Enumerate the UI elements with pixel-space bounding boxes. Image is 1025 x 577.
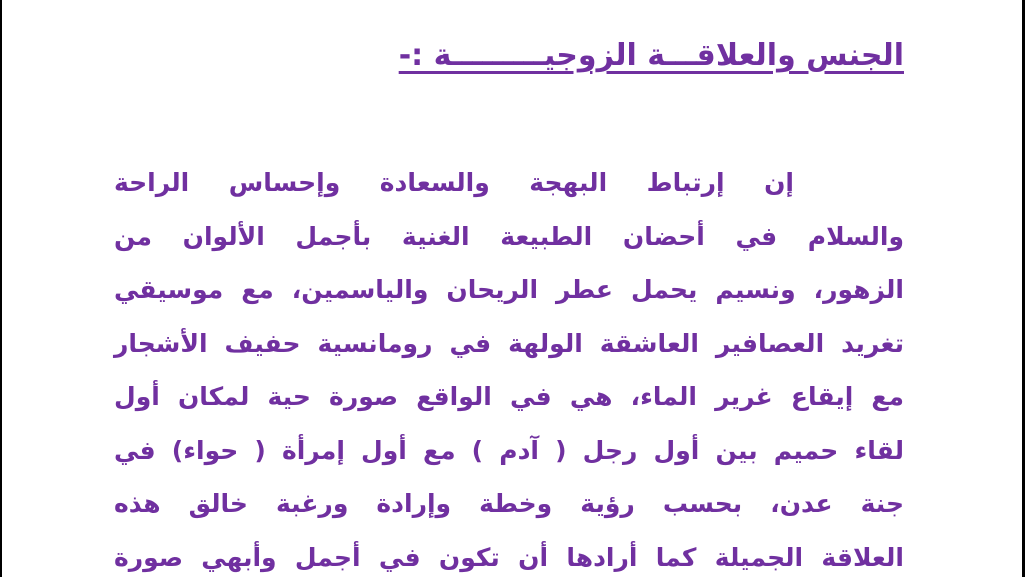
- paragraph-line: مع إيقاع غرير الماء، هي في الواقع صورة حية لمكان أول: [114, 382, 904, 411]
- document-paragraph: [114, 156, 904, 577]
- document-page: [2, 0, 1022, 577]
- paragraph-line: لقاء حميم بين أول رجل ( آدم ) مع أول إمرأة ( حواء) في: [114, 435, 904, 465]
- paragraph-line: جنة عدن، بحسب رؤية وخطة وإرادة ورغبة خالق هذه: [114, 489, 904, 518]
- paragraph-line: الزهور، ونسيم يحمل عطر الريحان والياسمين، مع موسيقي: [114, 275, 904, 304]
- paragraph-line: العلاقة الجميلة كما أرادها أن تكون في أجمل وأبهي صورة: [114, 542, 904, 572]
- paragraph-line: تغريد العصافير العاشقة الولهة في رومانسية حفيف الأشجار: [114, 328, 904, 358]
- document-title: الجنس والعلاقـــة الزوجيـــــــــة :-: [398, 38, 904, 73]
- paragraph-line: والسلام في أحضان الطبيعة الغنية بأجمل الألوان من: [114, 221, 904, 251]
- paragraph-line: إن إرتباط البهجة والسعادة وإحساس الراحة: [114, 168, 794, 197]
